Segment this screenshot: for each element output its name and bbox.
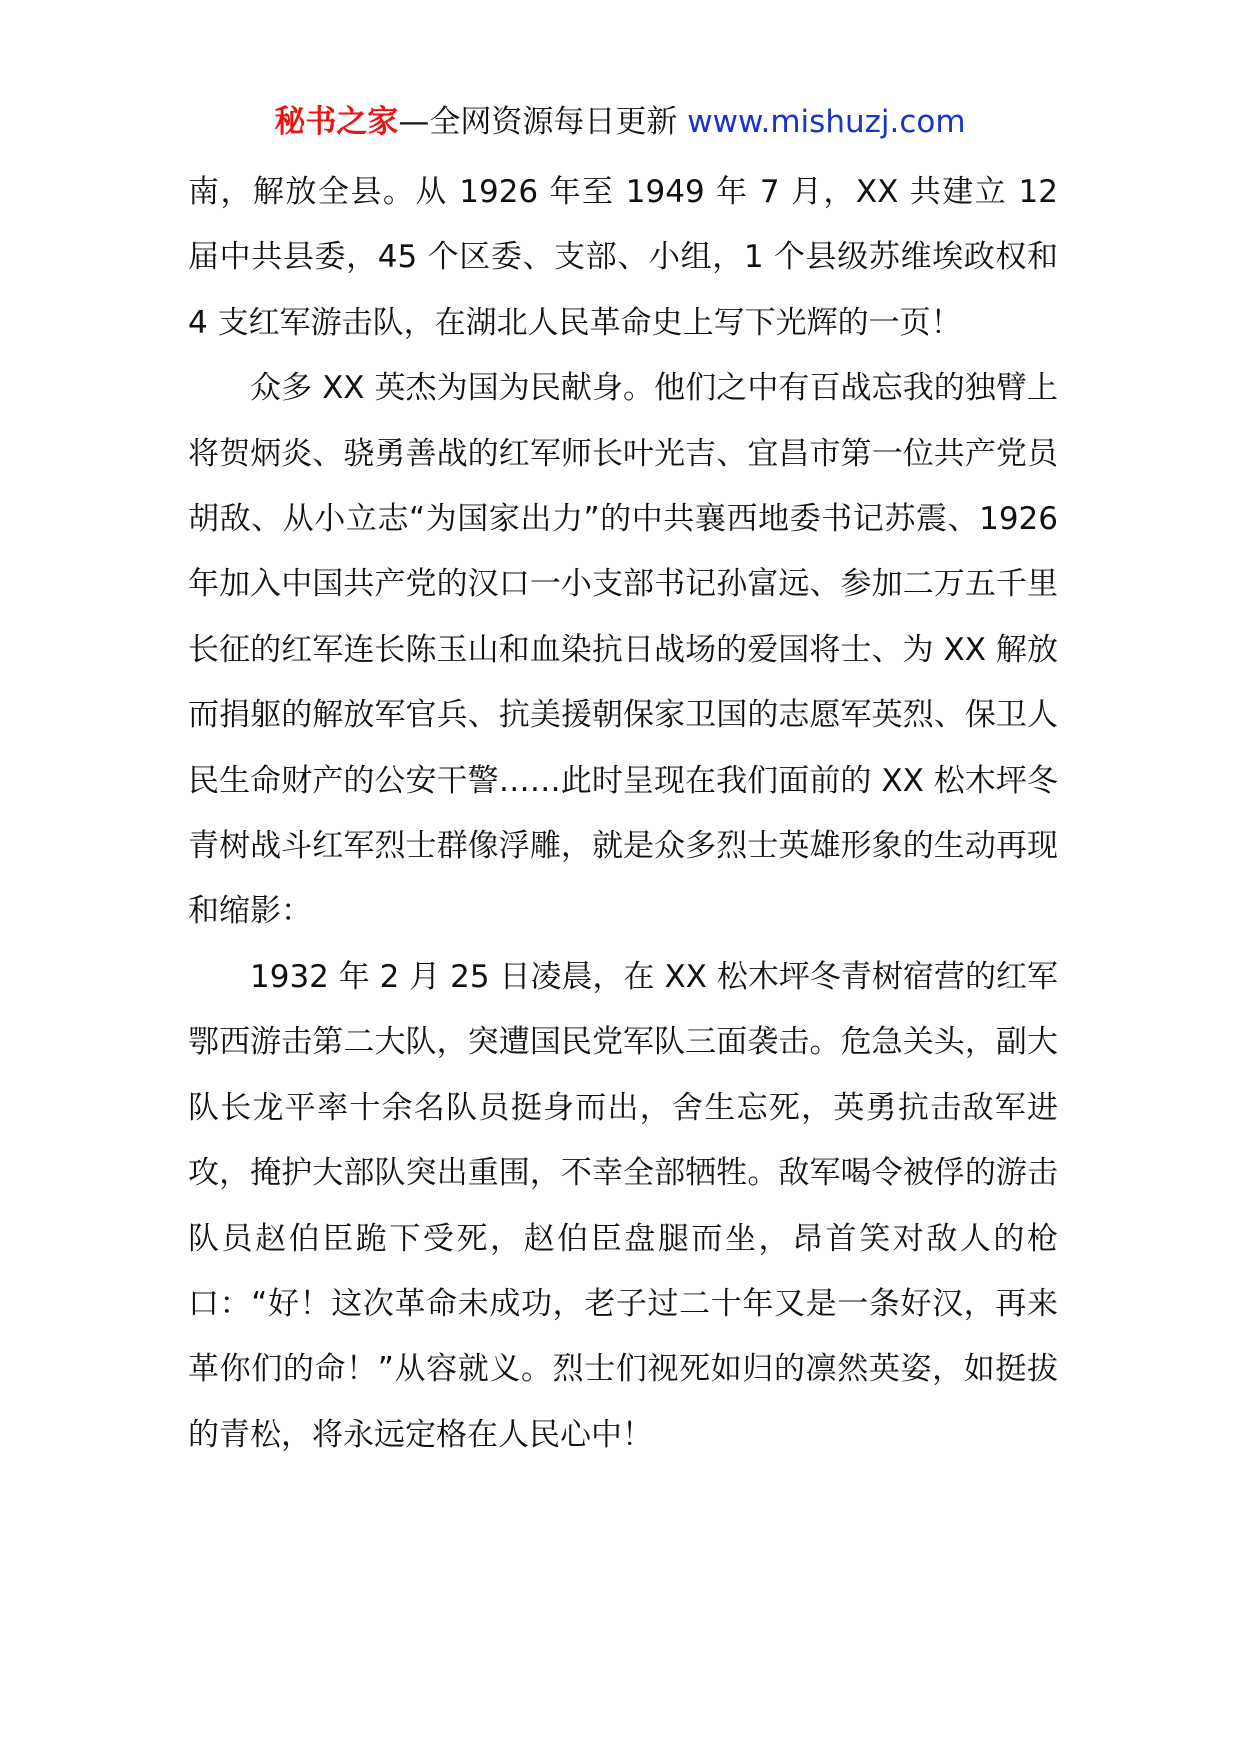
paragraph-heroes: 众多 XX 英杰为国为民献身。他们之中有百战忘我的独臂上将贺炳炎、骁勇善战的红军师长叶光吉、宜昌市第一位共产党员胡敌、从小立志“为国家出力”的中共襄西地委书记苏震、1926 年加入中国共产党的汉口一小支部书记孙富远、参加二万五千里长征的红军连长陈玉山和血染抗日战场的爱国将士、为 XX 解放而捐躯的解放军官兵、抗美援朝保家卫国的志愿军英烈、保卫人民生命财产的公安干警……此时呈现在我们面前的 XX 松木坪冬青树战斗红军烈士群像浮雕，就是众多烈士英雄形象的生动再现和缩影：: [188, 370, 1058, 930]
paragraph-continued: 南，解放全县。从 1926 年至 1949 年 7 月，XX 共建立 12 届中共县委，45 个区委、支部、小组，1 个县级苏维埃政权和 4 支红军游击队，在湖北人民革命史上写下光辉的一页！: [188, 174, 1058, 341]
paragraph-battle: 1932 年 2 月 25 日凌晨，在 XX 松木坪冬青树宿营的红军鄂西游击第二大队，突遭国民党军队三面袭击。危急关头，副大队长龙平率十余名队员挺身而出，舍生忘死，英勇抗击敌军进攻，掩护大部队突出重围，不幸全部牺牲。敌军喝令被俘的游击队员赵伯臣跪下受死，赵伯臣盘腿而坐，昂首笑对敌人的枪口：“好！这次革命未成功，老子过二十年又是一条好汉，再来革你们的命！”从容就义。烈士们视死如归的凛然英姿，如挺拔的青松，将永远定格在人民心中！: [188, 958, 1058, 1453]
document-body: [188, 160, 1058, 1468]
brand-name: 秘书之家: [274, 104, 399, 140]
website-link[interactable]: www.mishuzj.com: [687, 104, 966, 140]
header-tagline: —全网资源每日更新: [398, 104, 678, 140]
page-header: [0, 100, 1240, 144]
